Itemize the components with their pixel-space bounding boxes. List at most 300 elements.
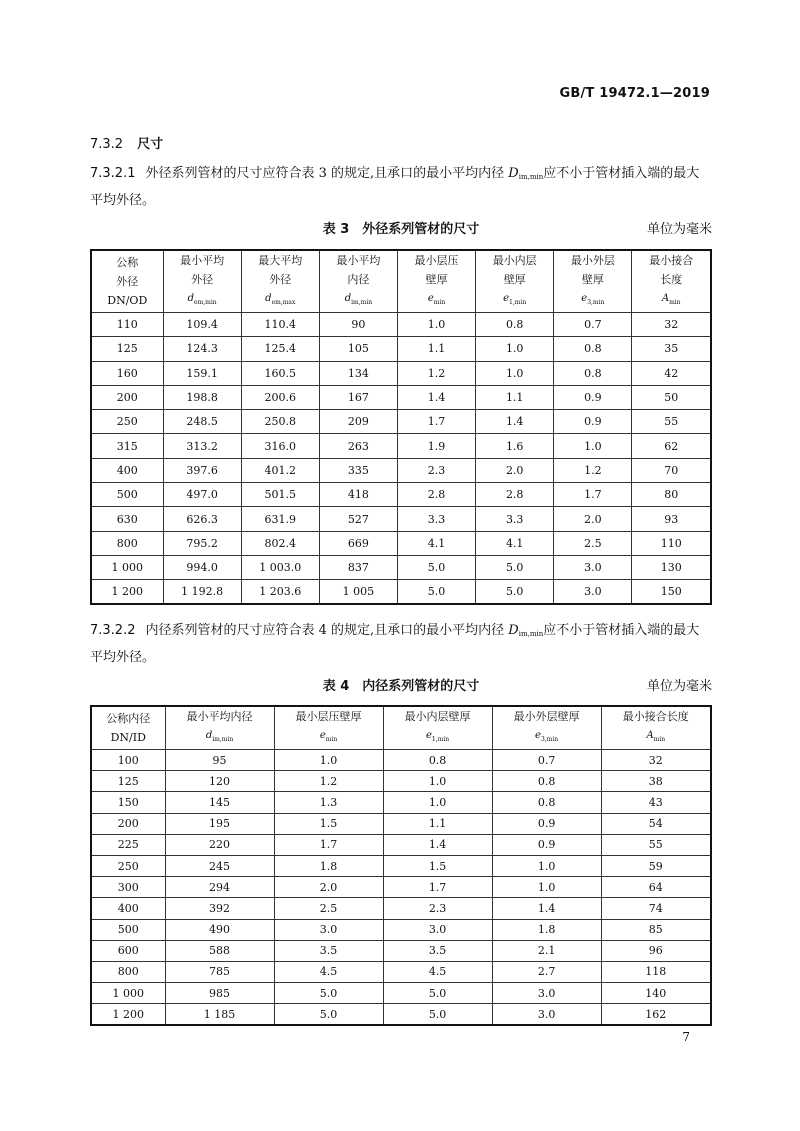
table-cell: 631.9: [241, 507, 319, 531]
table-cell: 1.8: [274, 855, 383, 876]
column-symbol: [275, 726, 383, 749]
column-symbol-letter: d: [205, 730, 213, 741]
table-cell: 1.0: [476, 361, 554, 385]
table-cell: 0.8: [554, 337, 632, 361]
table-cell: 2.8: [476, 483, 554, 507]
table-cell: 630: [91, 507, 163, 531]
table-cell: 0.9: [492, 834, 601, 855]
table-3-header-row: [91, 250, 711, 313]
column-header-label: 壁厚: [581, 273, 604, 286]
table-cell: 0.8: [476, 313, 554, 337]
table-cell: 1.5: [274, 813, 383, 834]
table-cell: 5.0: [397, 555, 475, 579]
table-cell: 5.0: [476, 555, 554, 579]
table-cell: 401.2: [241, 458, 319, 482]
table-cell: 1.4: [492, 898, 601, 919]
table-row: [91, 877, 711, 898]
column-header-label: 最小平均: [336, 254, 381, 267]
column-symbol: [164, 289, 241, 312]
table-cell: 1.0: [492, 855, 601, 876]
table-cell: 54: [601, 813, 711, 834]
table-cell: 1.2: [274, 771, 383, 792]
column-header: [163, 250, 241, 313]
table-cell: 985: [165, 983, 274, 1004]
column-header-label: 最小内层壁厚: [404, 710, 471, 723]
table-cell: 3.5: [383, 940, 492, 961]
table-cell: 0.8: [492, 792, 601, 813]
table-row: [91, 1004, 711, 1025]
column-header: [601, 706, 711, 750]
table-cell: 1.0: [383, 792, 492, 813]
column-symbol-subscript: 3,min: [587, 299, 605, 306]
table-cell: 400: [91, 898, 165, 919]
table-cell: 4.5: [274, 961, 383, 982]
table-cell: 167: [319, 385, 397, 409]
column-header: [492, 706, 601, 750]
column-symbol-letter: d: [344, 293, 352, 304]
symbol: D: [508, 166, 519, 181]
column-symbol-subscript: em,max: [271, 299, 296, 306]
table-cell: 32: [601, 750, 711, 771]
table-cell: 294: [165, 877, 274, 898]
column-symbol-letter: e: [426, 730, 432, 741]
table-cell: 38: [601, 771, 711, 792]
column-header: [165, 706, 274, 750]
table-row: [91, 580, 711, 604]
column-header-label: 最小层压壁厚: [295, 710, 362, 723]
table-cell: 1.6: [476, 434, 554, 458]
column-header: [397, 250, 475, 313]
column-symbol-letter: e: [427, 293, 434, 304]
section-title: 尺寸: [137, 137, 164, 152]
table-cell: 3.3: [397, 507, 475, 531]
table-cell: 800: [91, 961, 165, 982]
table-cell: 1.3: [274, 792, 383, 813]
column-header-label: DN/ID: [110, 731, 146, 744]
table-cell: 2.5: [274, 898, 383, 919]
column-symbol-subscript: 1,min: [509, 299, 527, 306]
column-symbol: [554, 289, 631, 312]
table-cell: 120: [165, 771, 274, 792]
standard-number: GB/T 19472.1—2019: [559, 86, 710, 101]
table-cell: 42: [632, 361, 711, 385]
table-cell: 245: [165, 855, 274, 876]
table-row: [91, 313, 711, 337]
table-3-title: 表 3 外径系列管材的尺寸: [322, 222, 480, 237]
table-cell: 1.0: [397, 313, 475, 337]
table-3-unit: 单位为毫米: [646, 222, 712, 237]
table-cell: 800: [91, 531, 163, 555]
table-cell: 140: [601, 983, 711, 1004]
column-symbol: [384, 726, 492, 749]
table-cell: 1.8: [492, 919, 601, 940]
table-cell: 1.7: [554, 483, 632, 507]
table-cell: 134: [319, 361, 397, 385]
paragraph-7-3-2-2: [90, 619, 712, 669]
table-cell: 400: [91, 458, 163, 482]
table-cell: 5.0: [274, 983, 383, 1004]
column-symbol: [602, 726, 710, 749]
table-3-body: [91, 313, 711, 605]
column-header-label: 壁厚: [503, 273, 526, 286]
table-cell: 626.3: [163, 507, 241, 531]
table-row: [91, 555, 711, 579]
table-cell: 160: [91, 361, 163, 385]
column-header-label: 最小接合: [649, 254, 694, 267]
table-cell: 110: [91, 313, 163, 337]
table-cell: 4.5: [383, 961, 492, 982]
table-cell: 160.5: [241, 361, 319, 385]
table-cell: 0.9: [554, 385, 632, 409]
clause-number: 7.3.2.2: [90, 623, 136, 638]
table-cell: 80: [632, 483, 711, 507]
column-symbol-letter: e: [319, 730, 326, 741]
clause-text-end: 应不小于管材插入端的最大平均外径。: [90, 623, 700, 665]
table-cell: 200.6: [241, 385, 319, 409]
column-symbol: [398, 289, 475, 312]
table-cell: 150: [91, 792, 165, 813]
table-cell: 1.7: [397, 410, 475, 434]
table-row: [91, 940, 711, 961]
column-header-label: 外径: [191, 273, 214, 286]
table-cell: 994.0: [163, 555, 241, 579]
table-cell: 5.0: [383, 983, 492, 1004]
section-heading: [90, 133, 163, 152]
table-cell: 110: [632, 531, 711, 555]
table-4-unit: 单位为毫米: [646, 679, 712, 694]
table-cell: 1.2: [397, 361, 475, 385]
table-cell: 4.1: [476, 531, 554, 555]
table-cell: 1 185: [165, 1004, 274, 1025]
table-row: [91, 385, 711, 409]
table-4: [90, 705, 712, 1026]
table-row: [91, 855, 711, 876]
table-cell: 1.1: [383, 813, 492, 834]
column-symbol: [476, 289, 553, 312]
column-header-label: 内径: [347, 273, 370, 286]
column-header-label: 外径: [116, 275, 139, 288]
table-cell: 0.8: [492, 771, 601, 792]
table-cell: 2.3: [397, 458, 475, 482]
table-cell: 3.3: [476, 507, 554, 531]
column-symbol-letter: e: [581, 293, 588, 304]
table-cell: 0.8: [554, 361, 632, 385]
table-cell: 74: [601, 898, 711, 919]
table-cell: 1.4: [383, 834, 492, 855]
table-cell: 2.1: [492, 940, 601, 961]
table-cell: 3.0: [492, 1004, 601, 1025]
clause-text-end: 应不小于管材插入端的最大平均外径。: [90, 166, 700, 208]
column-symbol-subscript: im,min: [351, 299, 373, 306]
clause-text-start: 外径系列管材的尺寸应符合表 3 的规定,且承口的最小平均内径: [145, 166, 509, 181]
table-cell: 500: [91, 919, 165, 940]
table-cell: 1 000: [91, 555, 163, 579]
table-cell: 300: [91, 877, 165, 898]
table-cell: 0.9: [492, 813, 601, 834]
table-cell: 3.0: [554, 580, 632, 604]
table-row: [91, 792, 711, 813]
table-cell: 95: [165, 750, 274, 771]
table-cell: 2.3: [383, 898, 492, 919]
table-cell: 0.8: [383, 750, 492, 771]
table-cell: 90: [319, 313, 397, 337]
table-cell: 3.0: [492, 983, 601, 1004]
table-row: [91, 458, 711, 482]
table-cell: 316.0: [241, 434, 319, 458]
column-header-label: 最小平均内径: [186, 710, 253, 723]
column-header-label: 公称内径: [106, 712, 151, 725]
table-cell: 795.2: [163, 531, 241, 555]
table-cell: 1.0: [383, 771, 492, 792]
table-cell: 1.7: [274, 834, 383, 855]
table-cell: 1 203.6: [241, 580, 319, 604]
column-symbol: [242, 289, 319, 312]
table-4-title: 表 4 内径系列管材的尺寸: [322, 679, 480, 694]
table-cell: 2.0: [554, 507, 632, 531]
table-cell: 3.5: [274, 940, 383, 961]
table-cell: 32: [632, 313, 711, 337]
table-cell: 1.0: [554, 434, 632, 458]
table-cell: 2.7: [492, 961, 601, 982]
column-symbol-subscript: min: [433, 299, 446, 306]
table-cell: 250: [91, 410, 163, 434]
table-row: [91, 507, 711, 531]
table-cell: 1.9: [397, 434, 475, 458]
table-cell: 5.0: [274, 1004, 383, 1025]
table-cell: 105: [319, 337, 397, 361]
column-header: [554, 250, 632, 313]
column-symbol-letter: A: [661, 293, 670, 304]
table-cell: 1.5: [383, 855, 492, 876]
table-cell: 118: [601, 961, 711, 982]
table-row: [91, 961, 711, 982]
table-cell: 263: [319, 434, 397, 458]
table-cell: 162: [601, 1004, 711, 1025]
clause-number: 7.3.2.1: [90, 166, 136, 181]
table-cell: 3.0: [554, 555, 632, 579]
page-number: 7: [682, 1030, 690, 1044]
table-cell: 55: [601, 834, 711, 855]
table-cell: 150: [632, 580, 711, 604]
table-4-header-row: [91, 706, 711, 750]
table-row: [91, 483, 711, 507]
column-header-label: 最小层压: [414, 254, 459, 267]
table-row: [91, 898, 711, 919]
table-cell: 1 000: [91, 983, 165, 1004]
table-cell: 497.0: [163, 483, 241, 507]
clause-text-start: 内径系列管材的尺寸应符合表 4 的规定,且承口的最小平均内径: [145, 623, 509, 638]
table-cell: 3.0: [274, 919, 383, 940]
column-header-label: 公称: [116, 256, 139, 269]
table-cell: 5.0: [383, 1004, 492, 1025]
table-cell: 1.4: [476, 410, 554, 434]
symbol-subscript: im,min: [518, 173, 544, 181]
table-cell: 1.0: [492, 877, 601, 898]
table-cell: 225: [91, 834, 165, 855]
table-cell: 1.7: [383, 877, 492, 898]
table-cell: 125: [91, 337, 163, 361]
table-cell: 200: [91, 385, 163, 409]
column-header: [476, 250, 554, 313]
column-symbol-letter: A: [646, 730, 654, 741]
column-symbol-subscript: min: [325, 736, 338, 743]
column-header-label: 最小接合长度: [622, 710, 689, 723]
paragraph-7-3-2-1: [90, 162, 712, 212]
table-cell: 145: [165, 792, 274, 813]
column-header-label: 最小内层: [492, 254, 537, 267]
table-cell: 837: [319, 555, 397, 579]
table-cell: 43: [601, 792, 711, 813]
column-symbol-letter: d: [265, 293, 272, 304]
table-row: [91, 750, 711, 771]
table-row: [91, 531, 711, 555]
table-cell: 248.5: [163, 410, 241, 434]
table-cell: 5.0: [476, 580, 554, 604]
table-cell: 5.0: [397, 580, 475, 604]
table-row: [91, 771, 711, 792]
table-cell: 125: [91, 771, 165, 792]
table-cell: 198.8: [163, 385, 241, 409]
table-cell: 1.0: [476, 337, 554, 361]
table-cell: 55: [632, 410, 711, 434]
column-header: [632, 250, 711, 313]
table-cell: 490: [165, 919, 274, 940]
table-cell: 110.4: [241, 313, 319, 337]
column-header-label: DN/OD: [107, 294, 148, 307]
table-cell: 392: [165, 898, 274, 919]
table-row: [91, 834, 711, 855]
column-header: [383, 706, 492, 750]
table-cell: 250: [91, 855, 165, 876]
column-symbol-subscript: em,min: [194, 299, 217, 306]
table-cell: 3.0: [383, 919, 492, 940]
column-header: [91, 250, 163, 313]
table-row: [91, 983, 711, 1004]
column-symbol-letter: e: [503, 293, 510, 304]
table-cell: 195: [165, 813, 274, 834]
table-cell: 2.5: [554, 531, 632, 555]
table-cell: 59: [601, 855, 711, 876]
symbol-subscript: im,min: [518, 630, 544, 638]
table-3-caption: [90, 218, 712, 238]
column-header: [274, 706, 383, 750]
table-cell: 0.9: [554, 410, 632, 434]
table-cell: 0.7: [554, 313, 632, 337]
table-cell: 96: [601, 940, 711, 961]
table-cell: 125.4: [241, 337, 319, 361]
table-cell: 418: [319, 483, 397, 507]
column-symbol: [493, 726, 601, 749]
table-row: [91, 919, 711, 940]
table-cell: 527: [319, 507, 397, 531]
table-cell: 313.2: [163, 434, 241, 458]
table-cell: 1 200: [91, 1004, 165, 1025]
table-cell: 500: [91, 483, 163, 507]
table-cell: 2.0: [476, 458, 554, 482]
section-number: 7.3.2: [90, 137, 124, 152]
table-cell: 100: [91, 750, 165, 771]
table-cell: 2.0: [274, 877, 383, 898]
column-header-label: 最小外层: [570, 254, 615, 267]
table-cell: 1.1: [397, 337, 475, 361]
column-symbol: [320, 289, 397, 312]
table-cell: 124.3: [163, 337, 241, 361]
table-row: [91, 337, 711, 361]
table-cell: 785: [165, 961, 274, 982]
column-header-label: 最小外层壁厚: [513, 710, 580, 723]
table-cell: 35: [632, 337, 711, 361]
column-symbol-subscript: min: [653, 736, 666, 743]
table-3: [90, 249, 712, 605]
column-symbol-subscript: 1,min: [431, 736, 450, 743]
table-cell: 62: [632, 434, 711, 458]
column-symbol: [632, 289, 710, 312]
table-cell: 588: [165, 940, 274, 961]
column-symbol: [166, 726, 274, 749]
table-cell: 1.4: [397, 385, 475, 409]
table-row: [91, 361, 711, 385]
table-cell: 209: [319, 410, 397, 434]
table-4-caption: [90, 675, 712, 695]
table-cell: 0.7: [492, 750, 601, 771]
table-cell: 220: [165, 834, 274, 855]
table-cell: 1.1: [476, 385, 554, 409]
table-cell: 335: [319, 458, 397, 482]
table-row: [91, 813, 711, 834]
table-cell: 50: [632, 385, 711, 409]
column-header: [91, 706, 165, 750]
column-header-label: 长度: [660, 273, 683, 286]
table-row: [91, 410, 711, 434]
table-cell: 1 200: [91, 580, 163, 604]
column-header: [319, 250, 397, 313]
column-symbol-subscript: im,min: [212, 736, 234, 743]
table-cell: 669: [319, 531, 397, 555]
column-symbol-subscript: min: [669, 299, 681, 306]
table-cell: 600: [91, 940, 165, 961]
table-cell: 1.2: [554, 458, 632, 482]
table-cell: 315: [91, 434, 163, 458]
table-cell: 109.4: [163, 313, 241, 337]
table-cell: 85: [601, 919, 711, 940]
table-cell: 1 005: [319, 580, 397, 604]
table-cell: 1 192.8: [163, 580, 241, 604]
table-cell: 130: [632, 555, 711, 579]
column-header-label: 壁厚: [425, 273, 448, 286]
column-header: [241, 250, 319, 313]
table-cell: 70: [632, 458, 711, 482]
column-symbol-letter: e: [535, 730, 541, 741]
table-cell: 200: [91, 813, 165, 834]
table-cell: 397.6: [163, 458, 241, 482]
table-row: [91, 434, 711, 458]
symbol: D: [508, 623, 519, 638]
table-cell: 1 003.0: [241, 555, 319, 579]
table-cell: 802.4: [241, 531, 319, 555]
table-cell: 1.0: [274, 750, 383, 771]
column-symbol-letter: d: [187, 293, 195, 304]
column-header-label: 最小平均: [180, 254, 225, 267]
column-symbol-subscript: 3,min: [540, 736, 559, 743]
table-4-body: [91, 750, 711, 1025]
table-cell: 250.8: [241, 410, 319, 434]
column-header-label: 最大平均: [258, 254, 303, 267]
table-cell: 159.1: [163, 361, 241, 385]
table-cell: 501.5: [241, 483, 319, 507]
table-cell: 2.8: [397, 483, 475, 507]
table-cell: 64: [601, 877, 711, 898]
table-cell: 93: [632, 507, 711, 531]
